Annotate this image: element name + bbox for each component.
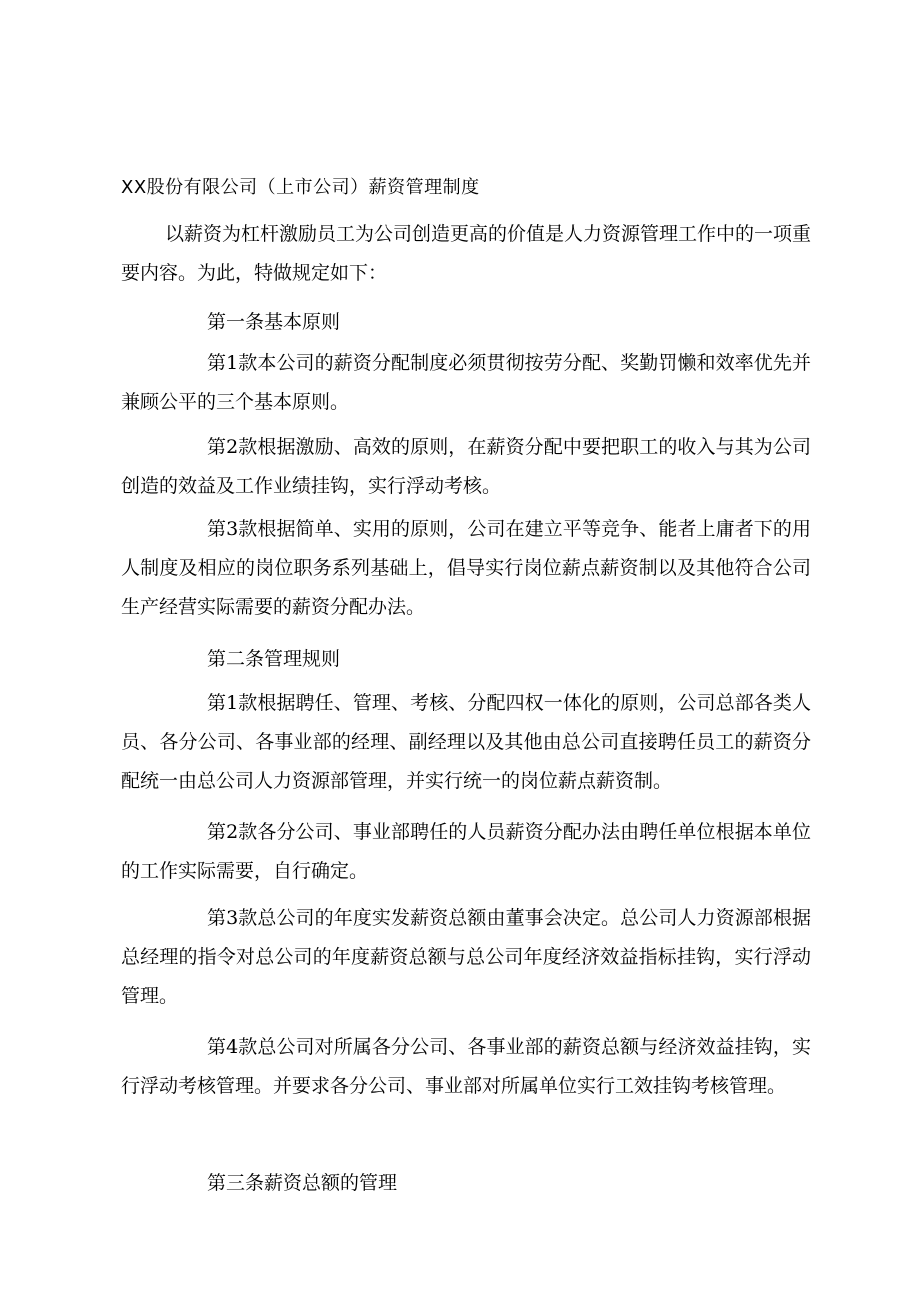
- article-1-clause-3: 第3款根据简单、实用的原则，公司在建立平等竞争、能者上庸者下的用人制度及相应的岗位职务系列基础上，倡导实行岗位薪点薪资制以及其他符合公司生产经营实际需要的薪资分配办法。: [121, 518, 811, 618]
- article-2-clause-4: 第4款总公司对所属各分公司、各事业部的薪资总额与经济效益挂钩，实行浮动考核管理。并要求各分公司、事业部对所属单位实行工效挂钩考核管理。: [121, 1036, 811, 1097]
- article-2-clause-1: 第1款根据聘任、管理、考核、分配四权一体化的原则，公司总部各类人员、各分公司、各事业部的经理、副经理以及其他由总公司直接聘任员工的薪资分配统一由总公司人力资源部管理，并实行统一的岗位薪点薪资制。: [121, 692, 811, 792]
- article-1-clause-1: 第1款本公司的薪资分配制度必须贯彻按劳分配、奖勤罚懒和效率优先并兼顾公平的三个基本原则。: [121, 352, 811, 413]
- article-1-heading: 第一条基本原则: [207, 311, 341, 333]
- document-title: XX股份有限公司（上市公司）薪资管理制度: [121, 177, 480, 198]
- article-2-clause-3: 第3款总公司的年度实发薪资总额由董事会决定。总公司人力资源部根据总经理的指令对总公司的年度薪资总额与总公司年度经济效益指标挂钩，实行浮动管理。: [121, 907, 811, 1007]
- article-2-clause-2: 第2款各分公司、事业部聘任的人员薪资分配办法由聘任单位根据本单位的工作实际需要，自行确定。: [121, 821, 811, 882]
- intro-paragraph: 以薪资为杠杆激励员工为公司创造更高的价值是人力资源管理工作中的一项重要内容。为此，特做规定如下：: [121, 223, 812, 284]
- article-2-heading: 第二条管理规则: [207, 648, 341, 670]
- article-3-heading: 第三条薪资总额的管理: [207, 1172, 398, 1194]
- article-1-clause-2: 第2款根据激励、高效的原则，在薪资分配中要把职工的收入与其为公司创造的效益及工作业绩挂钩，实行浮动考核。: [121, 436, 811, 497]
